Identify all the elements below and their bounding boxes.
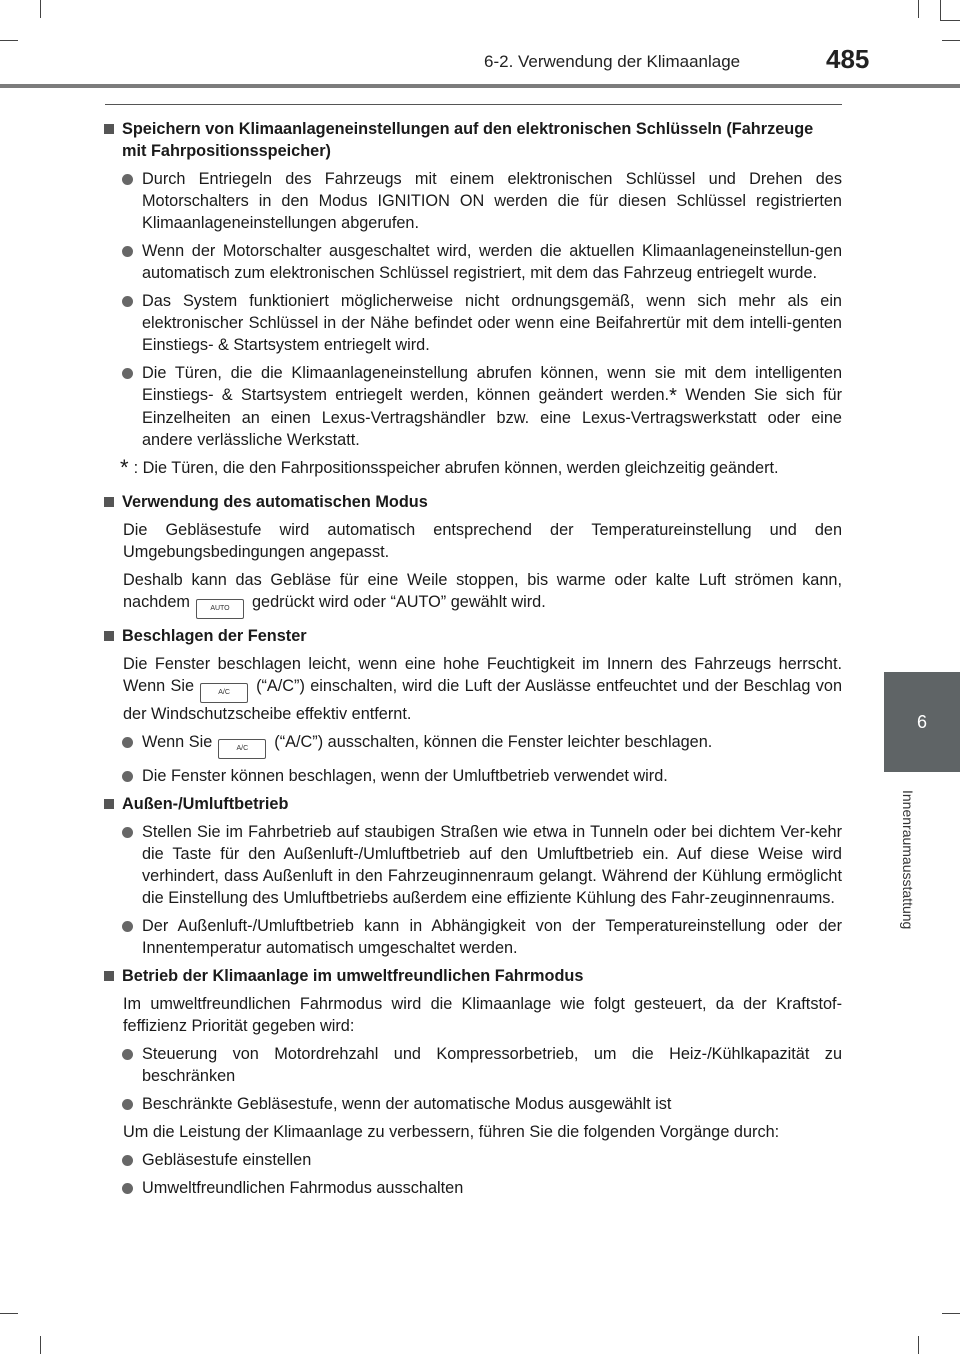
ac-button-icon: A/C <box>200 683 248 703</box>
list-item-text <box>142 731 842 759</box>
list-item <box>104 362 842 451</box>
section-recirculation <box>104 793 842 959</box>
footnote <box>120 457 842 479</box>
list-item-text-part: Wenn Sie <box>142 733 213 751</box>
list-item-text: Gebläsestufe einstellen <box>142 1151 312 1169</box>
section-heading <box>104 793 842 815</box>
square-bullet-icon <box>104 497 114 507</box>
list-item-text-part: Die Türen, die die Klimaanlageneinstellung abrufen können, wenn sie mit dem intelligenten Einstiegs- & Startsystem entriegelt werden, können geändert werden. <box>142 364 842 404</box>
list-item <box>104 168 842 234</box>
section-key-memory <box>104 118 842 479</box>
crop-mark <box>40 1336 41 1354</box>
list-item <box>104 765 842 787</box>
bullet-dot-icon <box>122 771 133 782</box>
square-bullet-icon <box>104 124 114 134</box>
header-rule <box>0 84 960 88</box>
paragraph-text-part: Die Fenster beschlagen leicht, wenn eine hohe Feuchtigkeit im Innern des Fahrzeugs herrscht. Wenn Sie <box>123 655 842 695</box>
list-item-text: Durch Entriegeln des Fahrzeugs mit einem elektronischen Schlüssel und Drehen des Motorschalters in den Modus IGNITION ON werden die für diesen Schlüssel registrierten Klimaanlageneinstellungen abgerufen. <box>142 170 842 232</box>
list-item <box>104 821 842 909</box>
section-heading-text: Beschlagen der Fenster <box>122 627 307 645</box>
section-auto-mode <box>104 491 842 619</box>
list-item <box>104 731 842 759</box>
list-item-text: Stellen Sie im Fahrbetrieb auf staubigen Straßen wie etwa in Tunneln oder bei dichtem Ver-kehr die Taste für den Außenluft-/Umluftbetrieb auf den Umluftbetrieb ein. Auf diese Weise wird verhindert, dass Außenluft in den Fahrzeuginnenraum gelangt. Während der Kühlung ermöglicht die Einstellung des Umluftbetriebs außerdem eine effiziente Kühlung des Fahr-zeuginnenraums. <box>142 823 842 907</box>
square-bullet-icon <box>104 631 114 641</box>
list-item-text: Das System funktioniert möglicherweise nicht ordnungsgemäß, wenn sich mehr als ein elektronischer Schlüssel in der Nähe befindet oder wenn eine Beifahrertür mit dem intelli-genten Einstiegs- & Startsystem entriegelt wird. <box>142 292 842 354</box>
section-fogging <box>104 625 842 787</box>
bullet-dot-icon <box>122 1183 133 1194</box>
crop-mark <box>0 1313 18 1314</box>
footnote-reference: * <box>669 385 677 407</box>
square-bullet-icon <box>104 799 114 809</box>
bullet-dot-icon <box>122 921 133 932</box>
list-item <box>104 915 842 959</box>
list-item <box>104 1149 842 1171</box>
section-heading <box>104 491 842 513</box>
page-number: 485 <box>826 44 870 74</box>
list-item <box>104 240 842 284</box>
bullet-dot-icon <box>122 1155 133 1166</box>
chapter-tab: 6 <box>884 672 960 772</box>
section-heading <box>104 118 842 162</box>
section-heading <box>104 965 842 987</box>
section-heading <box>104 625 842 647</box>
paragraph-text-part: (“A/C”) einschalten, wird die Luft der Auslässe entfeuchtet und der Beschlag von der Windschutzscheibe effektiv entfernt. <box>123 677 842 723</box>
section-heading-text: Speichern von Klimaanlageneinstellungen auf den elektronischen Schlüsseln (Fahrzeuge mit Fahrpositionsspeicher) <box>122 120 814 160</box>
crop-mark <box>918 1336 919 1354</box>
list-item <box>104 1093 842 1115</box>
bullet-dot-icon <box>122 1049 133 1060</box>
crop-mark <box>940 0 941 20</box>
list-item-text-part: (“A/C”) ausschalten, können die Fenster leichter beschlagen. <box>274 733 713 751</box>
bullet-dot-icon <box>122 737 133 748</box>
list-item-text: Umweltfreundlichen Fahrmodus ausschalten <box>142 1179 464 1197</box>
paragraph <box>123 653 842 725</box>
paragraph: Die Gebläsestufe wird automatisch entsprechend der Temperatureinstellung und den Umgebungsbedingungen angepasst. <box>123 521 842 561</box>
section-heading-text: Außen-/Umluftbetrieb <box>122 795 289 813</box>
content-top-rule <box>105 104 842 105</box>
crop-mark <box>0 40 18 41</box>
crop-mark <box>40 0 41 18</box>
running-header-title: 6-2. Verwendung der Klimaanlage <box>484 52 741 71</box>
crop-mark <box>942 1313 960 1314</box>
list-item-text: Wenn der Motorschalter ausgeschaltet wird, werden die aktuellen Klimaanlageneinstellun-gen automatisch zum elektronischen Schlüssel registriert, mit dem das Fahrzeug entriegelt wurde. <box>142 242 842 282</box>
crop-mark <box>940 20 960 21</box>
crop-mark <box>918 0 919 18</box>
list-item <box>104 290 842 356</box>
bullet-dot-icon <box>122 368 133 379</box>
chapter-label: Innenraumausstattung <box>900 790 916 930</box>
auto-button-icon: AUTO <box>196 599 244 619</box>
section-heading-text: Verwendung des automatischen Modus <box>122 493 428 511</box>
paragraph: Um die Leistung der Klimaanlage zu verbessern, führen Sie die folgenden Vorgänge durch: <box>123 1123 780 1141</box>
square-bullet-icon <box>104 971 114 981</box>
paragraph <box>123 569 842 619</box>
list-item <box>104 1043 842 1087</box>
section-eco-mode <box>104 965 842 1199</box>
list-item-text <box>142 362 842 451</box>
crop-mark <box>942 40 960 41</box>
page-content <box>104 118 842 1205</box>
footnote-text: : Die Türen, die den Fahrpositionsspeicher abrufen können, werden gleichzeitig geändert. <box>133 459 779 477</box>
list-item <box>104 1177 842 1199</box>
bullet-dot-icon <box>122 296 133 307</box>
list-item-text: Beschränkte Gebläsestufe, wenn der automatische Modus ausgewählt ist <box>142 1095 672 1113</box>
section-heading-text: Betrieb der Klimaanlage im umweltfreundlichen Fahrmodus <box>122 967 584 985</box>
list-item-text-part: Wenden Sie sich für Einzelheiten an einen Lexus-Vertragshändler bzw. eine Lexus-Vertragswerkstatt oder eine andere verlässliche Werkstatt. <box>142 386 842 449</box>
bullet-dot-icon <box>122 827 133 838</box>
paragraph-text-part: gedrückt wird oder “AUTO” gewählt wird. <box>251 593 546 611</box>
bullet-dot-icon <box>122 1099 133 1110</box>
footnote-mark: * <box>120 455 129 480</box>
list-item-text: Der Außenluft-/Umluftbetrieb kann in Abhängigkeit von der Temperatureinstellung oder der Innentemperatur automatisch umgeschaltet werden. <box>142 917 842 957</box>
list-item-text: Steuerung von Motordrehzahl und Kompressorbetrieb, um die Heiz-/Kühlkapazität zu beschränken <box>142 1045 842 1085</box>
paragraph-text-part: Deshalb kann das Gebläse für eine Weile stoppen, bis warme oder kalte Luft strömen kann, nachdem <box>123 571 842 611</box>
bullet-dot-icon <box>122 246 133 257</box>
list-item-text: Die Fenster können beschlagen, wenn der Umluftbetrieb verwendet wird. <box>142 767 668 785</box>
bullet-dot-icon <box>122 174 133 185</box>
ac-button-icon: A/C <box>218 739 266 759</box>
paragraph: Im umweltfreundlichen Fahrmodus wird die Klimaanlage wie folgt gesteuert, da der Kraftstof-feffizienz Priorität gegeben wird: <box>123 995 842 1035</box>
